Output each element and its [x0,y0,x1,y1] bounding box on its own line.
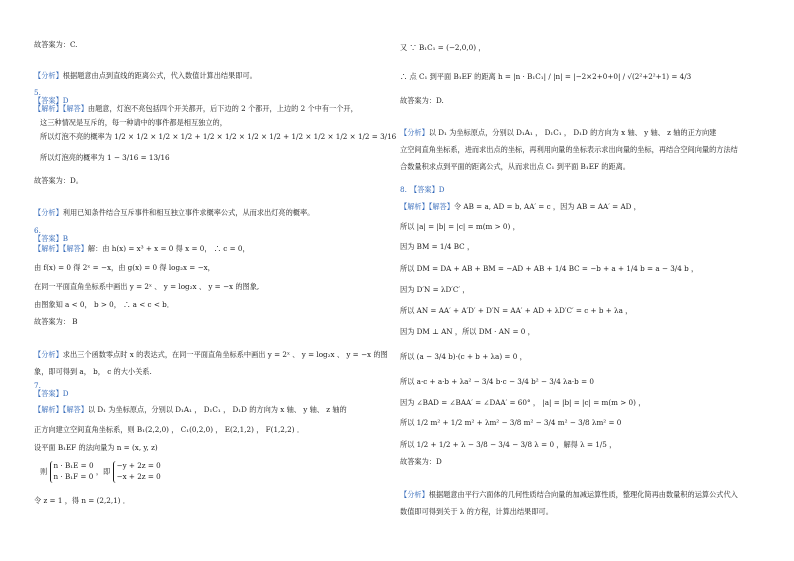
q5-prob-off [40,132,396,142]
q7-analysis: 立空间直角坐标系，进而求出点的坐标，再利用向量的坐标表示求出向量的坐标，再结合空间向量的方法结 [400,145,738,154]
q5-line: 这三种情况是互斥的，每一种请中的事件都是相互独立的， [40,118,227,127]
q7-cont-line: 又 ∵ B₁C₁ = (−2,0,0) ， [400,43,486,52]
q8-header [400,185,407,195]
q6-conclusion: 故答案为： B [34,317,78,326]
q7-line: 设平面 B₁EF 的法向量为 n = (x, y, z) [34,443,158,452]
answer-line: 故答案为：C. [34,40,78,49]
q7-line: 令 z = 1 ，得 n = (2,2,1) ． [34,496,130,505]
q5-line: 【解析】【解答】由题意，灯泡不亮包括四个开关都开，后下边的 2 个都开，上边的 2 个中有一个开， [34,104,358,113]
section-tag: 【分析】 [400,128,429,137]
q6-analysis: 【分析】求出三个函数零点时 x 的表达式，在同一平面直角坐标系中画出 y = 2ˣ 、 y = log₂x 、 y = −x 的图 [34,350,388,359]
section-tag: 【解析】【解答】 [34,405,88,414]
q6-line: 由 f(x) = 0 得 2ˣ = −x，由 g(x) = 0 得 log₂x = −x， [34,263,215,272]
q6-answer: 【答案】B [34,234,69,243]
q6-line: 由图象知 a < 0， b > 0， ∴ a < c < b． [34,300,174,309]
q8-line: 所以 DM = DA + AB + BM = −AD + AB + 1/4 BC = −b + a + 1/4 b = a − 3/4 b ， [400,264,699,273]
q7-system [40,461,161,483]
q7-eq: −x + 2z = 0 [116,471,161,481]
q7-system-scalar [113,461,161,483]
q8-line: 所以 a·c + a·b + λa² − 3/4 b·c − 3/4 b² − 3/4 λa·b = 0 [400,377,594,386]
q7-analysis: 【分析】以 D₁ 为坐标原点，分别以 D₁A₁ ， D₁C₁ ， D₁D 的方向为 x 轴、 y 轴、 z 轴的正方向建 [400,128,717,137]
q6-number: 6. [34,226,41,235]
q6-analysis: 象，即可得到 a， b， c 的大小关系. [34,367,152,376]
q6-line: 在同一平面直角坐标系中画出 y = 2ˣ 、 y = log₂x 、 y = −x 的图象, [34,282,260,291]
q7-eq: −y + 2z = 0 [116,461,161,470]
q8-line: 所以 AN = AA′ + A′D′ + D′N = AA′ + AD + λD′C′ = c + b + λa ， [400,306,633,315]
q5-answer: 【答案】D [34,96,69,105]
q5-number: 5. [34,88,41,97]
section-tag: 【分析】 [400,490,429,499]
q7-answer: 【答案】D [34,389,69,398]
q8-number: 8. [400,185,407,194]
left-column [34,0,397,561]
q7-eq: n · B₁E = 0 [53,461,94,470]
q8-line: 所以 (a − 3/4 b)·(c + b + λa) = 0 ， [400,352,527,361]
section-tag: 【分析】 [34,350,63,359]
q7-analysis: 合数量积求点到平面的距离公式，从而求出点 C₁ 到平面 B₁EF 的距离。 [400,162,630,171]
q5-prob-on-label: 所以灯泡亮的概率为 [40,153,105,162]
q6-line: 【解析】【解答】解：由 h(x) = x³ + x = 0 得 x = 0， ∴ c = 0， [34,244,250,253]
q5-prob-off-formula: 1/2 × 1/2 × 1/2 × 1/2 + 1/2 × 1/2 × 1/2 × 1/2 + 1/2 × 1/2 × 1/2 × 1/2 = 3/16 [114,132,397,141]
q8-line: 【解析】【解答】令 AB = a, AD = b, AA′ = c ，因为 AB = AA′ = AD ， [400,202,641,211]
q7-line: 正方向建立空间直角坐标系，则 B₁(2,2,0) ， C₁(0,2,0) ， E(2,1,2) ， F(1,2,2) ． [34,425,305,434]
q8-line: 所以 1/2 m² + 1/2 m² + λm² − 3/8 m² − 3/4 m² − 3/8 λm² = 0 [400,418,622,427]
q8-line: 因为 DM ⊥ AN ，所以 DM · AN = 0 ， [400,327,535,336]
q7-distance [400,72,691,82]
section-tag: 【解析】【解答】 [400,202,454,211]
q7-eq: n · B₁F = 0 [53,471,94,481]
section-tag: 【解析】【解答】 [34,244,88,253]
q7-distance-formula: h = |n · B₁C₁| / |n| = |−2×2+0+0| / √(2²+2²+1) = 4/3 [498,72,692,81]
q7-system-ie: ，即 [95,466,111,476]
q8-analysis: 数值即可得到关于 λ 的方程，计算出结果即可。 [400,507,553,516]
q5-prob-on-formula: 1 − 3/16 = 13/16 [107,153,170,162]
section-tag: 【解析】【解答】 [34,104,88,113]
analysis-line: 【分析】根据题意由点到直线的距离公式，代入数值计算出结果即可。 [34,71,257,80]
q8-analysis: 【分析】根据题意由平行六面体的几何性质结合向量的加减运算性质，整理化简再由数量积的运算公式代入 [400,490,738,499]
q8-line: 因为 D′N = λD′C′ ， [400,285,470,294]
q5-conclusion: 故答案为：D。 [34,176,83,185]
q5-prob-off-label: 所以灯泡不亮的概率为 [40,132,112,141]
q5-analysis: 【分析】利用已知条件结合互斥事件和相互独立事件求概率公式，从而求出灯亮的概率。 [34,208,315,217]
q7-number: 7. [34,381,41,390]
q8-line: 所以 |a| = |b| = |c| = m(m > 0) ， [400,222,520,231]
q8-conclusion: 故答案为：D [400,457,442,466]
q7-system-then: 则 [40,466,48,476]
q8-line: 因为 BM = 1/4 BC ， [400,242,475,251]
q5-prob-on [40,153,170,163]
q8-line: 因为 ∠BAD = ∠BAA′ = ∠DAA′ = 60° ， |a| = |b| = |c| = m(m > 0) ， [400,398,646,407]
q8-answer: 【答案】D [410,185,445,194]
q7-conclusion: 故答案为：D. [400,96,444,105]
q7-system-vector [50,461,94,483]
q7-line: 【解析】【解答】以 D₁ 为坐标原点，分别以 D₁A₁ ， D₁C₁ ， D₁D 的方向为 x 轴、 y 轴、 z 轴的 [34,405,347,414]
right-column [400,0,772,561]
section-tag: 【分析】 [34,71,63,80]
q7-distance-label: ∴ 点 C₁ 到平面 B₁EF 的距离 [400,72,496,81]
q8-line: 所以 1/2 + 1/2 + λ − 3/8 − 3/4 − 3/8 λ = 0 ，解得 λ = 1/5 ， [400,440,617,449]
section-tag: 【分析】 [34,208,63,217]
